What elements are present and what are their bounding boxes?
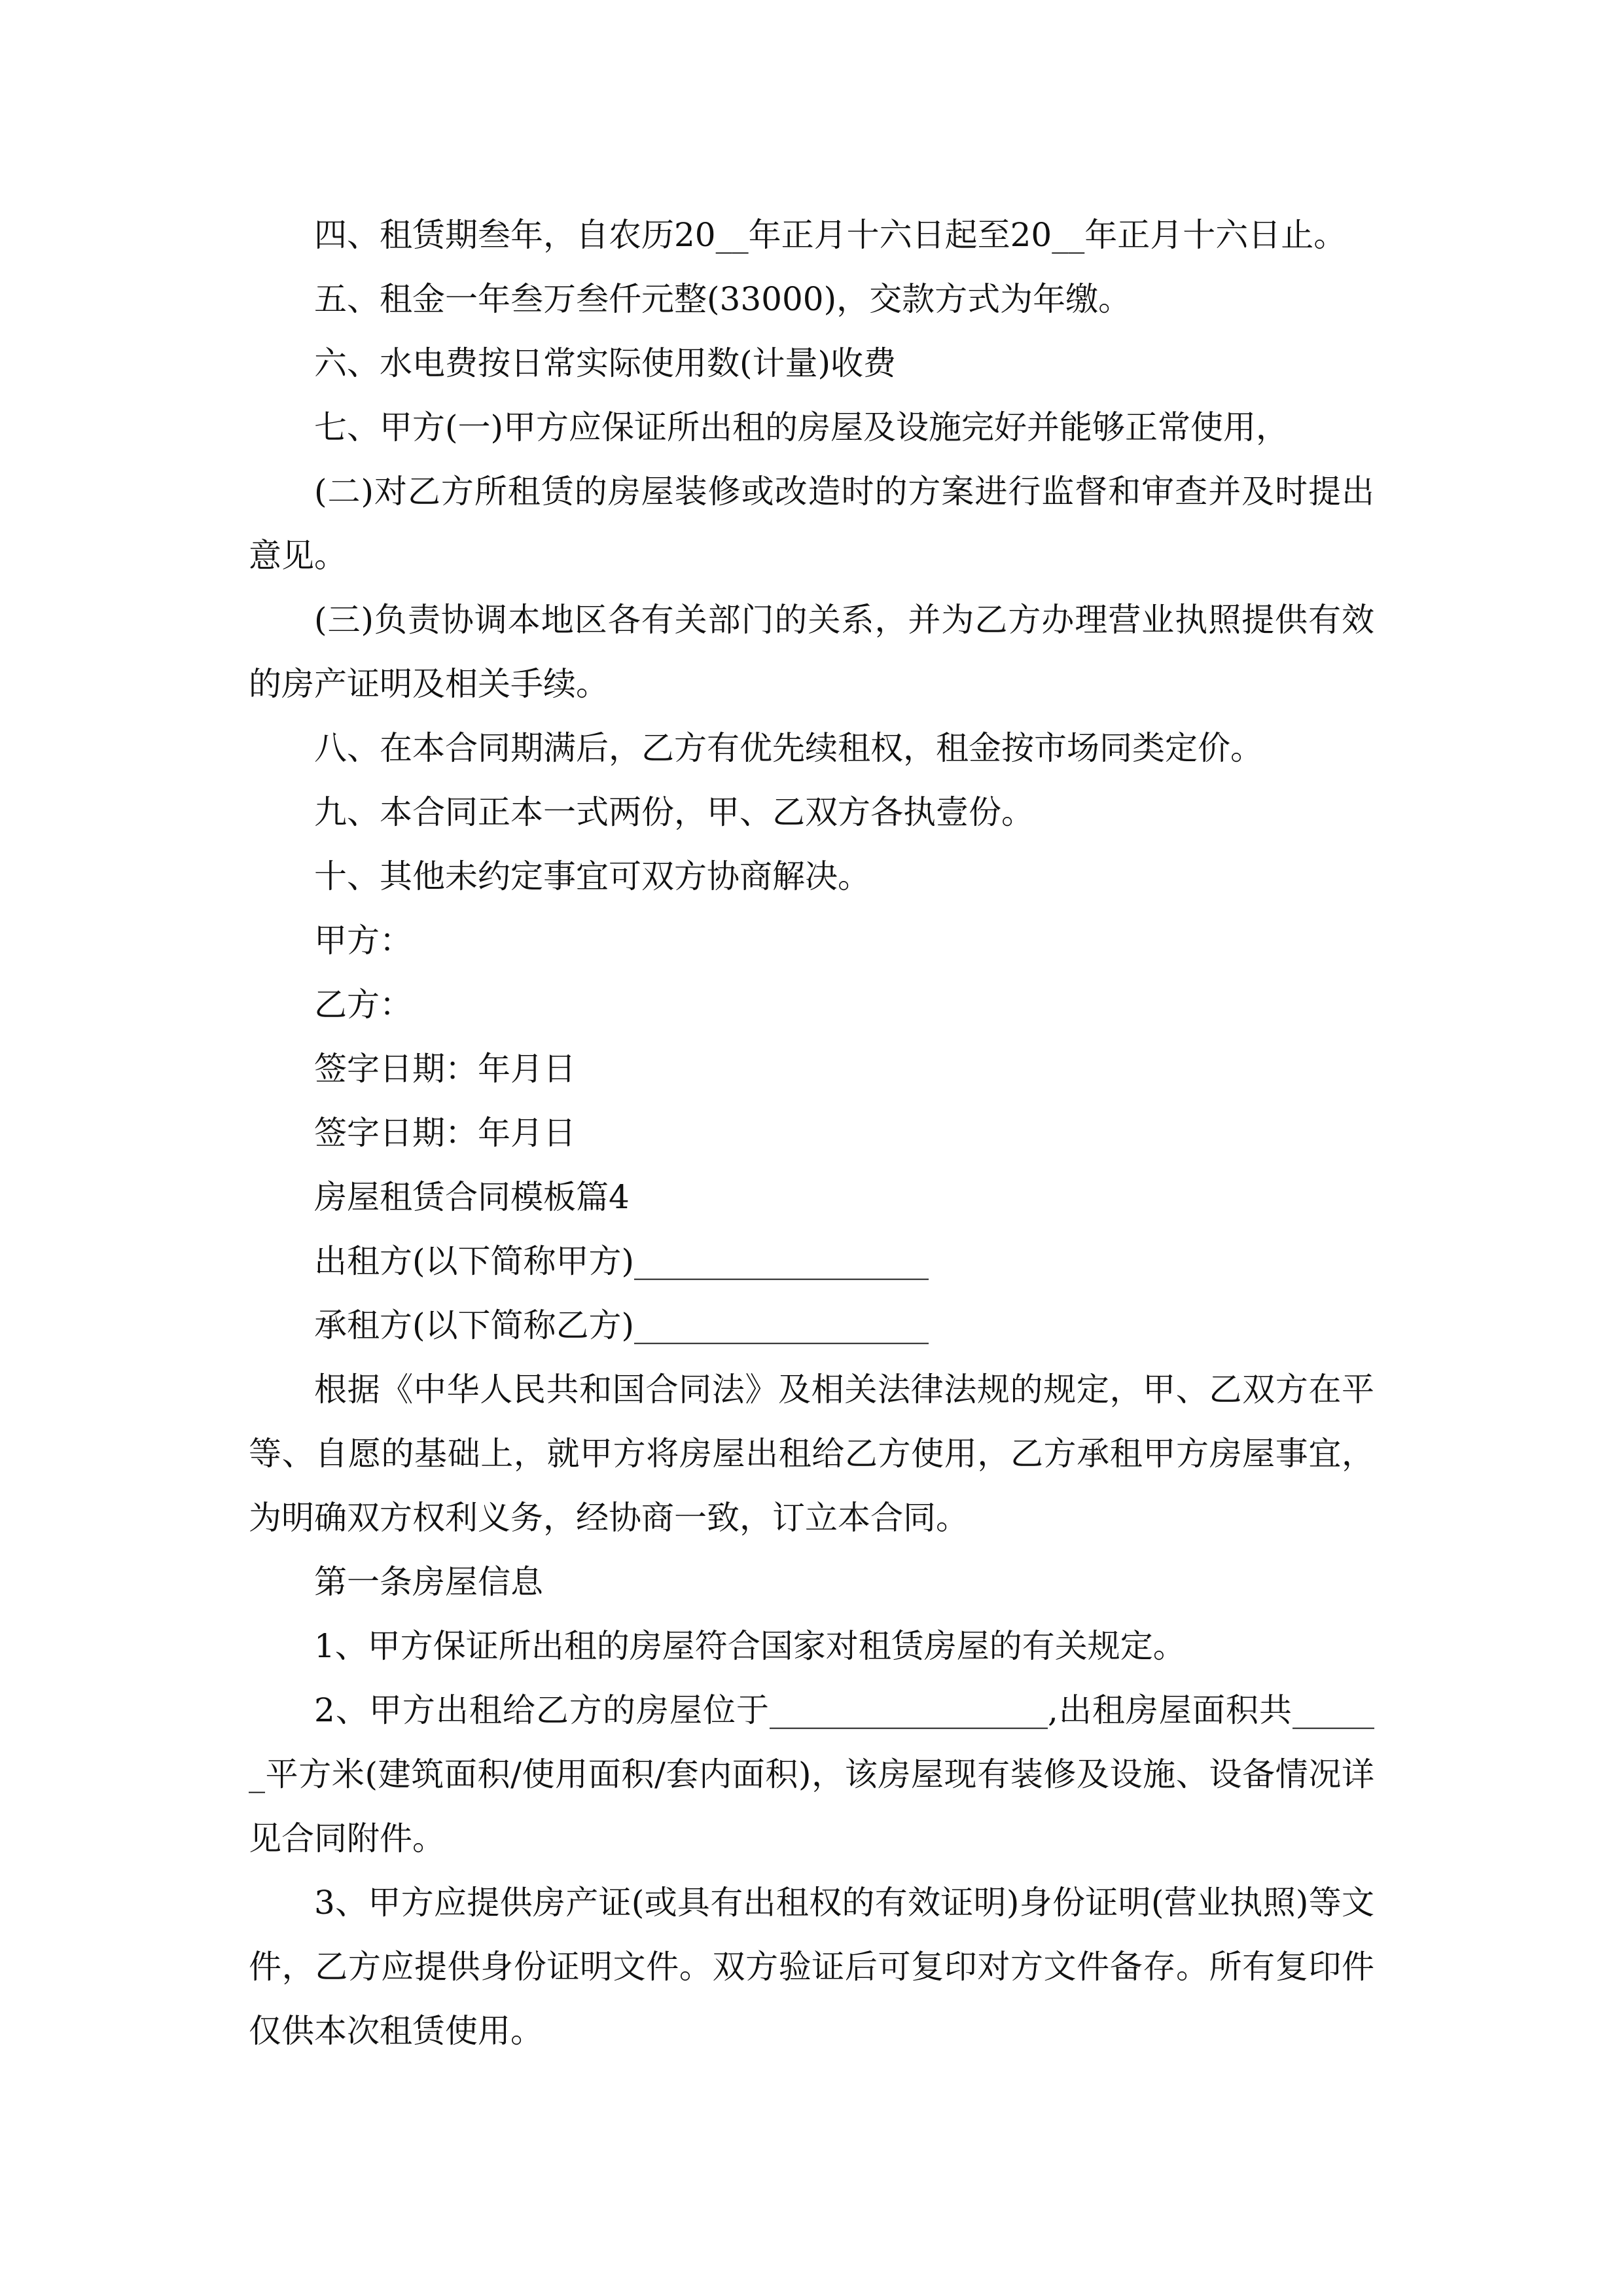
- party-a-signature-line: 甲方：: [314, 922, 412, 960]
- clause-eight-renewal: 八、在本合同期满后，乙方有优先续租权，租金按市场同类定价。: [314, 729, 1263, 767]
- clause-seven-item-two: (二)对乙方所租赁的房屋装修或改造时的方案进行监督和审查并及时提出意见。: [249, 473, 1374, 575]
- clause-five-rent: 五、租金一年叁万叁仟元整(33000)，交款方式为年缴。: [314, 280, 1132, 318]
- clause-nine-copies: 九、本合同正本一式两份，甲、乙双方各执壹份。: [314, 793, 1034, 831]
- article-one-item-two: 2、甲方出租给乙方的房屋位于_________________,出租房屋面积共______平方米(建筑面积/使用面积/套内面积)，该房屋现有装修及设施、设备情况详见合同附件。: [249, 1691, 1374, 1857]
- sign-date-line: 签字日期：年月日: [314, 1050, 576, 1088]
- article-one-item-one: 1、甲方保证所出租的房屋符合国家对租赁房屋的有关规定。: [314, 1627, 1186, 1665]
- section-heading: 房屋租赁合同模板篇4: [314, 1178, 630, 1216]
- party-b-signature-line: 乙方：: [314, 986, 412, 1024]
- lessee-line: 承租方(以下简称乙方)__________________: [314, 1306, 929, 1344]
- sign-date-line: 签字日期：年月日: [314, 1114, 576, 1152]
- clause-six-utilities: 六、水电费按日常实际使用数(计量)收费: [314, 344, 897, 382]
- article-one-heading: 第一条房屋信息: [314, 1563, 543, 1601]
- clause-seven-item-three: (三)负责协调本地区各有关部门的关系，并为乙方办理营业执照提供有效的房产证明及相关手续。: [249, 601, 1374, 703]
- lessor-line: 出租方(以下简称甲方)__________________: [314, 1242, 929, 1280]
- clause-seven-party-a: 七、甲方(一)甲方应保证所出租的房屋及设施完好并能够正常使用，: [314, 408, 1289, 446]
- document-body: [249, 203, 1374, 2063]
- clause-ten-other: 十、其他未约定事宜可双方协商解决。: [314, 857, 870, 895]
- clause-four-lease-term: 四、租赁期叁年，自农历20__年正月十六日起至20__年正月十六日止。: [314, 216, 1347, 254]
- preamble-paragraph: 根据《中华人民共和国合同法》及相关法律法规的规定，甲、乙双方在平等、自愿的基础上，就甲方将房屋出租给乙方使用，乙方承租甲方房屋事宜，为明确双方权利义务，经协商一致，订立本合同。: [249, 1371, 1374, 1537]
- article-one-item-three: 3、甲方应提供房产证(或具有出租权的有效证明)身份证明(营业执照)等文件，乙方应提供身份证明文件。双方验证后可复印对方文件备存。所有复印件仅供本次租赁使用。: [249, 1884, 1374, 2050]
